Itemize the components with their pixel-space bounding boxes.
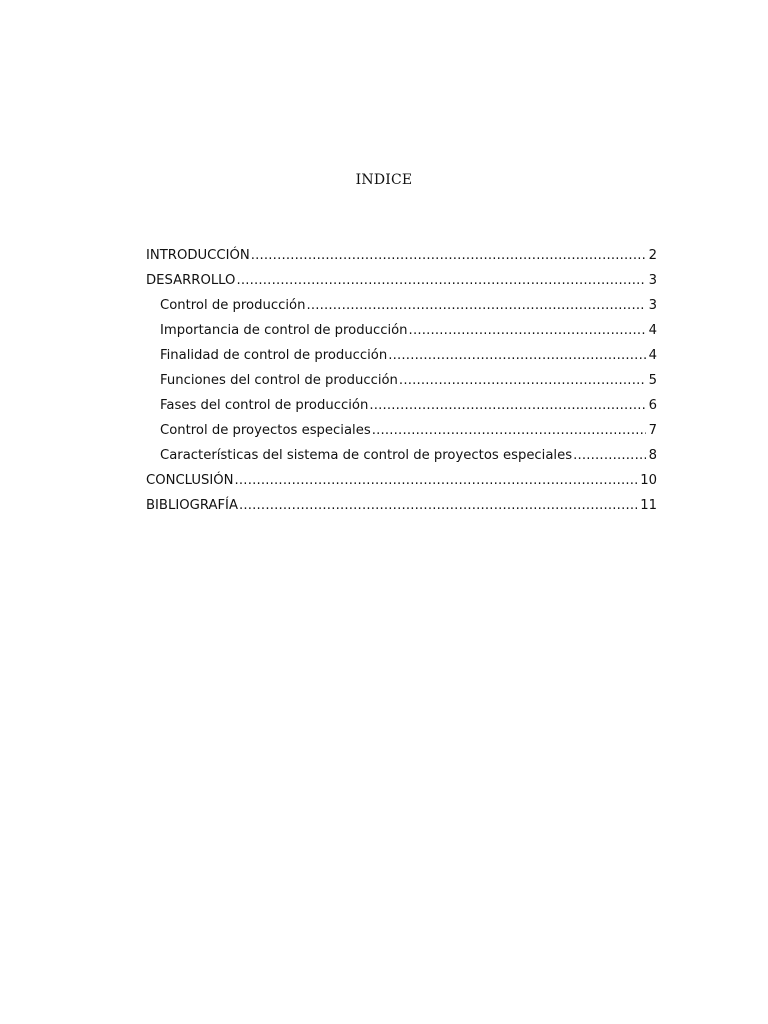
toc-leader-dots bbox=[573, 443, 646, 468]
toc-leader-dots bbox=[235, 468, 638, 493]
toc-entry-finalidad[interactable] bbox=[146, 343, 657, 368]
toc-leader-dots bbox=[399, 368, 646, 393]
toc-entry-desarrollo[interactable] bbox=[146, 268, 657, 293]
toc-entry-label: Control de proyectos especiales bbox=[160, 423, 371, 438]
toc-entry-label: Finalidad de control de producción bbox=[160, 348, 388, 363]
toc-page-number: 8 bbox=[648, 448, 657, 463]
toc-entry-label: Fases del control de producción bbox=[160, 398, 369, 413]
toc-page-number: 3 bbox=[648, 273, 657, 288]
toc-entry-label: BIBLIOGRAFÍA bbox=[146, 498, 238, 513]
page-title: INDICE bbox=[355, 172, 413, 188]
toc-leader-dots bbox=[369, 393, 645, 418]
toc-entry-caracteristicas[interactable] bbox=[146, 443, 657, 468]
toc-page-number: 3 bbox=[648, 298, 657, 313]
toc-leader-dots bbox=[306, 293, 645, 318]
toc-entry-funciones[interactable] bbox=[146, 368, 657, 393]
toc-page-number: 4 bbox=[648, 323, 657, 338]
toc-page-number: 2 bbox=[648, 248, 657, 263]
toc-leader-dots bbox=[236, 268, 645, 293]
toc-entry-label: Funciones del control de producción bbox=[160, 373, 398, 388]
toc-entry-label: CONCLUSIÓN bbox=[146, 473, 234, 488]
toc-entry-proyectos-especiales[interactable] bbox=[146, 418, 657, 443]
toc-entry-fases[interactable] bbox=[146, 393, 657, 418]
toc-entry-introduccion[interactable] bbox=[146, 243, 657, 268]
toc-page-number: 5 bbox=[648, 373, 657, 388]
toc-leader-dots bbox=[372, 418, 646, 443]
table-of-contents bbox=[146, 243, 657, 518]
toc-page-number: 11 bbox=[640, 498, 657, 513]
toc-leader-dots bbox=[388, 343, 645, 368]
toc-entry-label: Control de producción bbox=[160, 298, 306, 313]
toc-leader-dots bbox=[239, 493, 637, 518]
toc-page-number: 4 bbox=[648, 348, 657, 363]
toc-leader-dots bbox=[409, 318, 646, 343]
toc-entry-conclusion[interactable] bbox=[146, 468, 657, 493]
toc-page-number: 10 bbox=[640, 473, 657, 488]
toc-entry-label: Importancia de control de producción bbox=[160, 323, 408, 338]
toc-leader-dots bbox=[251, 243, 646, 268]
toc-entry-label: DESARROLLO bbox=[146, 273, 236, 288]
toc-page-number: 6 bbox=[648, 398, 657, 413]
toc-page-number: 7 bbox=[648, 423, 657, 438]
toc-entry-control-de-produccion[interactable] bbox=[146, 293, 657, 318]
toc-entry-importancia[interactable] bbox=[146, 318, 657, 343]
toc-entry-bibliografia[interactable] bbox=[146, 493, 657, 518]
toc-entry-label: Características del sistema de control de proyectos especiales bbox=[160, 448, 573, 463]
toc-entry-label: INTRODUCCIÓN bbox=[146, 248, 250, 263]
